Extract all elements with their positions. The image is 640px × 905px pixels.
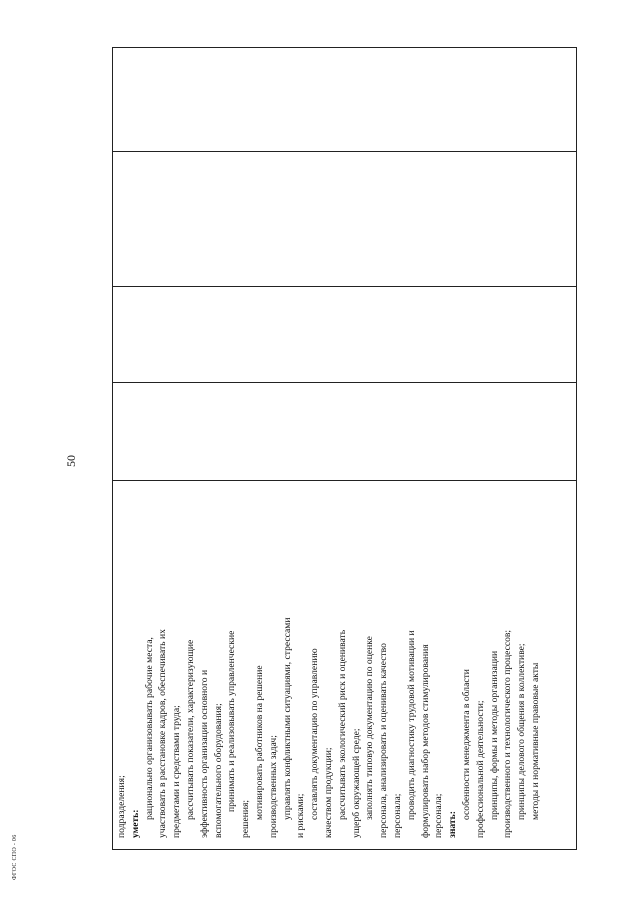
text-line: методы и нормативные правовые акты bbox=[529, 662, 541, 820]
text-line: особенности менеджмента в области bbox=[460, 669, 472, 820]
section-heading: знать: bbox=[447, 811, 459, 838]
text-line: производственных задач; bbox=[267, 735, 279, 838]
text-line: управлять конфликтными ситуациями, стрессами bbox=[281, 617, 293, 820]
text-line: и рисками; bbox=[295, 793, 307, 838]
text-line: решения; bbox=[240, 799, 252, 838]
text-line: принципы, формы и методы организации bbox=[488, 650, 500, 820]
text-line: рассчитывать экологический риск и оценивать bbox=[336, 629, 348, 820]
text-line: вспомогательного оборудования; bbox=[212, 703, 224, 838]
text-line: персонала; bbox=[433, 793, 445, 838]
text-line: рассчитывать показатели, характеризующие bbox=[184, 639, 196, 820]
text-line: рационально организовывать рабочие места, bbox=[143, 637, 155, 820]
text-line: проводить диагностику трудовой мотивации и bbox=[405, 630, 417, 820]
text-line: персонала, анализировать и оценивать качество bbox=[378, 643, 390, 838]
text-line: формулировать набор методов стимулирования bbox=[419, 644, 431, 838]
text-line: качеством продукции; bbox=[322, 747, 334, 838]
text-line: составлять документацию по управлению bbox=[309, 648, 321, 820]
text-line: заполнять типовую документацию по оценке bbox=[364, 636, 376, 820]
section-heading: уметь: bbox=[129, 809, 141, 838]
text-line: участвовать в расстановке кадров, обеспечивать их bbox=[157, 629, 169, 838]
text-line: принимать и реализовывать управленческие bbox=[226, 630, 238, 812]
footer-code: ФГОС СПО - 06 bbox=[12, 834, 18, 880]
text-line: ущерб окружающей среде; bbox=[350, 728, 362, 838]
document-table bbox=[112, 47, 577, 850]
text-line: профессиональной деятельности; bbox=[474, 700, 486, 838]
text-line: эффективность организации основного и bbox=[198, 669, 210, 838]
text-line: мотивировать работников на решение bbox=[253, 665, 265, 820]
text-line: подразделения; bbox=[116, 775, 127, 838]
text-line: предметами и средствами труда; bbox=[171, 705, 183, 838]
text-line: принципы делового общения в коллективе; bbox=[516, 643, 528, 820]
text-line: персонала; bbox=[391, 793, 403, 838]
page-number: 50 bbox=[64, 455, 78, 467]
text-line: производственного и технологического процессов; bbox=[502, 629, 514, 838]
table-cell-skills bbox=[112, 480, 577, 850]
rotated-table-row bbox=[112, 47, 577, 850]
